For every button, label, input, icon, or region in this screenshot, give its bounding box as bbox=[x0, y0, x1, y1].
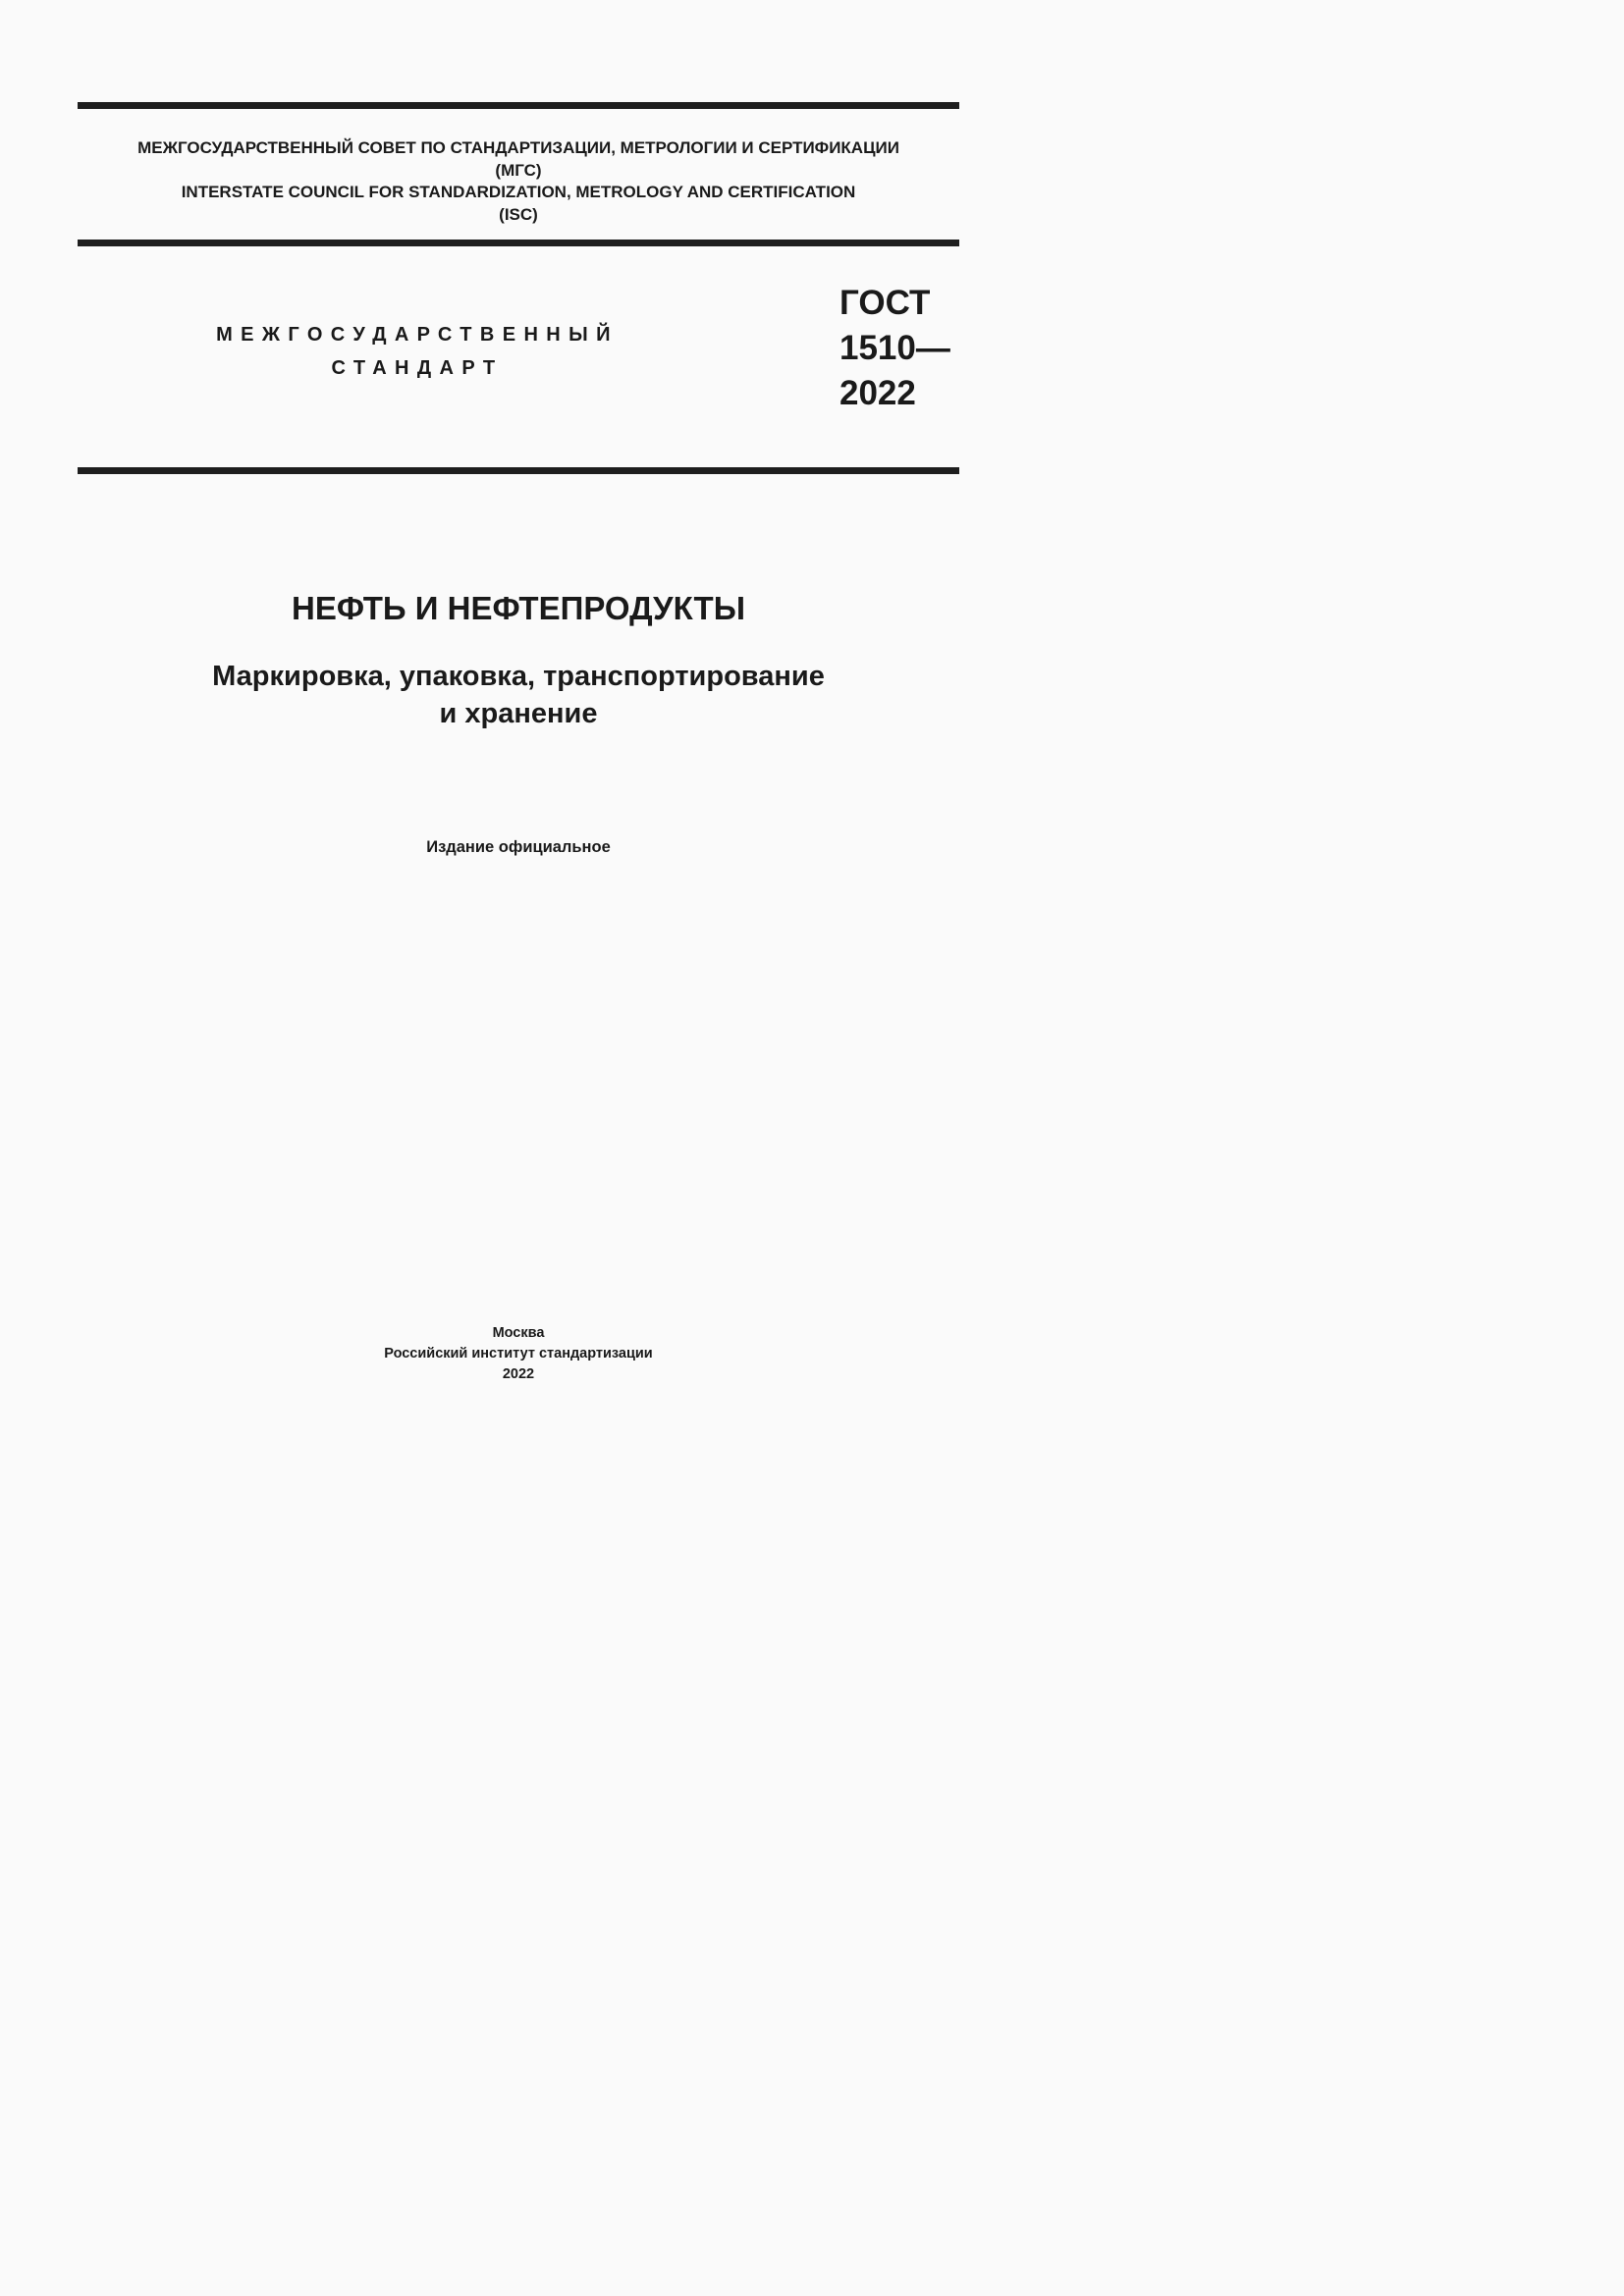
header-bottom-rule bbox=[78, 467, 959, 474]
imprint-city: Москва bbox=[492, 1325, 545, 1341]
standard-kind-line1: МЕЖГОСУДАРСТВЕННЫЙ bbox=[216, 324, 619, 346]
council-bottom-rule bbox=[78, 240, 959, 246]
council-name-ru: МЕЖГОСУДАРСТВЕННЫЙ СОВЕТ ПО СТАНДАРТИЗАЦИИ, МЕТРОЛОГИИ И СЕРТИФИКАЦИИ bbox=[137, 138, 899, 157]
standard-year: 2022 bbox=[839, 374, 916, 412]
standard-kind-line2: СТАНДАРТ bbox=[331, 357, 504, 379]
standard-kind bbox=[196, 318, 638, 385]
edition-label: Издание официальное bbox=[426, 838, 611, 856]
imprint-block bbox=[78, 1323, 959, 1385]
imprint-year: 2022 bbox=[502, 1366, 535, 1382]
standard-number: 1510— bbox=[839, 329, 950, 367]
council-abbr-en: (ISC) bbox=[499, 204, 538, 224]
standard-prefix: ГОСТ bbox=[839, 284, 931, 322]
top-rule bbox=[78, 102, 959, 109]
council-abbr-ru: (МГС) bbox=[495, 160, 542, 180]
standard-designation bbox=[839, 281, 950, 416]
document-subtitle bbox=[78, 658, 959, 732]
document-title: НЕФТЬ И НЕФТЕПРОДУКТЫ bbox=[292, 590, 745, 626]
council-block bbox=[78, 137, 959, 226]
subtitle-line1: Маркировка, упаковка, транспортирование bbox=[212, 661, 825, 692]
council-name-en: INTERSTATE COUNCIL FOR STANDARDIZATION, METROLOGY AND CERTIFICATION bbox=[181, 183, 856, 201]
subtitle-line2: и хранение bbox=[439, 698, 598, 729]
imprint-publisher: Российский институт стандартизации bbox=[384, 1346, 653, 1362]
